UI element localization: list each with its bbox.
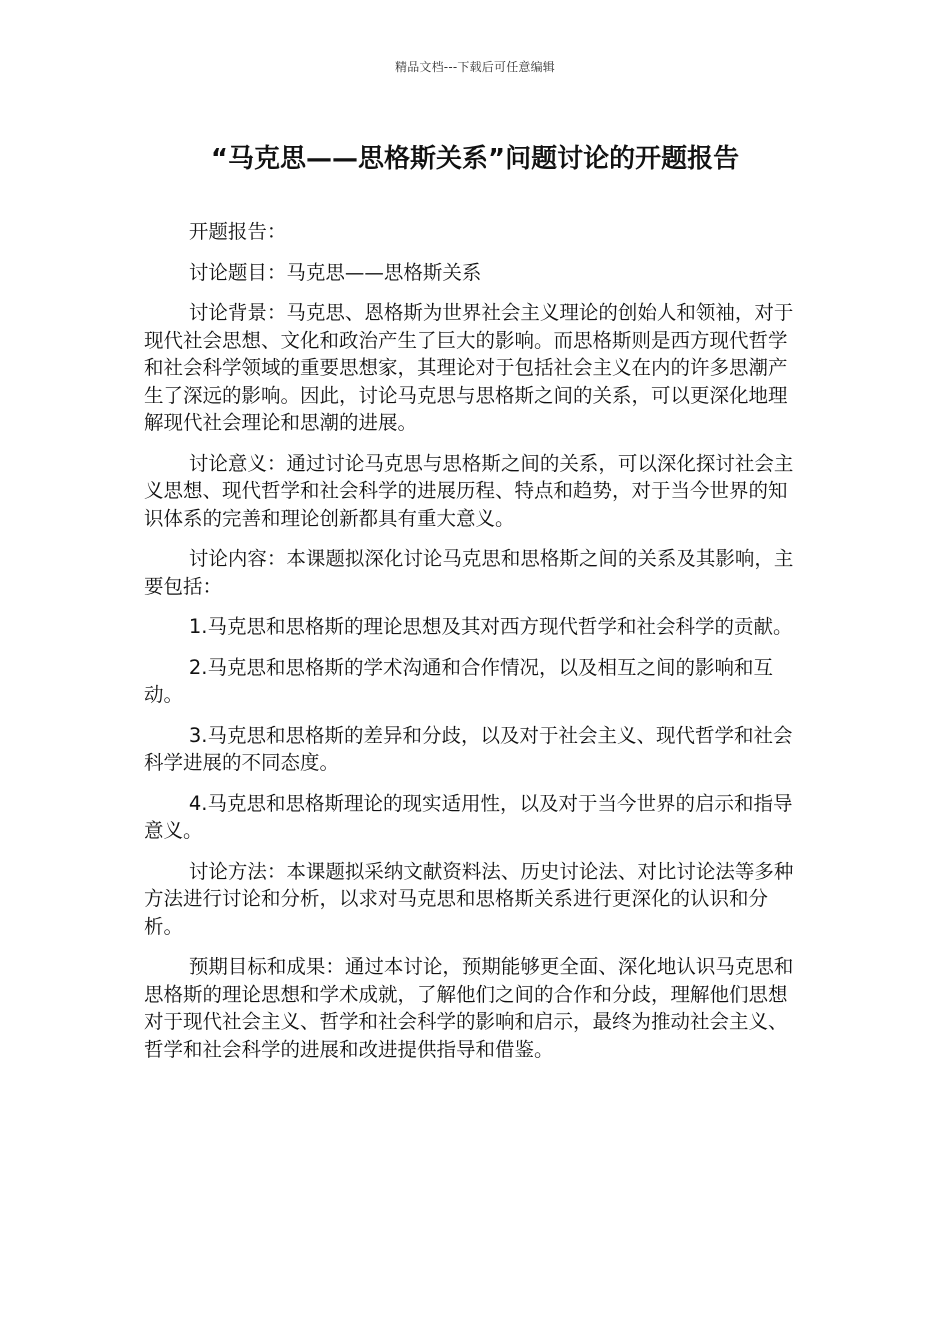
paragraph-opening-label: 开题报告： bbox=[188, 220, 287, 243]
document-body bbox=[144, 218, 800, 1076]
list-item-2: 2.马克思和思格斯的学术沟通和合作情况，以及相互之间的影响和互动。 bbox=[144, 655, 773, 706]
header-note: 精品文档---下载后可任意编辑 bbox=[395, 60, 555, 74]
paragraph-expected-results: 预期目标和成果：通过本讨论，预期能够更全面、深化地认识马克思和思格斯的理论思想和学术成就，了解他们之间的合作和分歧，理解他们思想对于现代社会主义、哲学和社会科学的影响和启示，最终为推动社会主义、哲学和社会科学的进展和改进提供指导和借鉴。 bbox=[144, 955, 794, 1061]
paragraph-topic: 讨论题目：马克思——思格斯关系 bbox=[188, 260, 482, 284]
list-item-3: 3.马克思和思格斯的差异和分歧，以及对于社会主义、现代哲学和社会科学进展的不同态度。 bbox=[144, 723, 793, 774]
paragraph-content: 讨论内容：本课题拟深化讨论马克思和思格斯之间的关系及其影响，主要包括： bbox=[144, 547, 794, 598]
list-item-1: 1.马克思和思格斯的理论思想及其对西方现代哲学和社会科学的贡献。 bbox=[188, 615, 793, 638]
paragraph-significance: 讨论意义：通过讨论马克思与思格斯之间的关系，可以深化探讨社会主义思想、现代哲学和社会科学的进展历程、特点和趋势，对于当今世界的知识体系的完善和理论创新都具有重大意义。 bbox=[144, 451, 794, 530]
list-item-4: 4.马克思和思格斯理论的现实适用性，以及对于当今世界的启示和指导意义。 bbox=[144, 791, 793, 842]
paragraph-background: 讨论背景：马克思、恩格斯为世界社会主义理论的创始人和领袖，对于现代社会思想、文化和政治产生了巨大的影响。而思格斯则是西方现代哲学和社会科学领域的重要思想家，其理论对于包括社会主义在内的许多思潮产生了深远的影响。因此，讨论马克思与思格斯之间的关系，可以更深化地理解现代社会理论和思潮的进展。 bbox=[144, 301, 794, 434]
document-title: “马克思——思格斯关系”问题讨论的开题报告 bbox=[210, 144, 740, 174]
paragraph-methods: 讨论方法：本课题拟采纳文献资料法、历史讨论法、对比讨论法等多种方法进行讨论和分析，以求对马克思和思格斯关系进行更深化的认识和分析。 bbox=[144, 859, 794, 938]
